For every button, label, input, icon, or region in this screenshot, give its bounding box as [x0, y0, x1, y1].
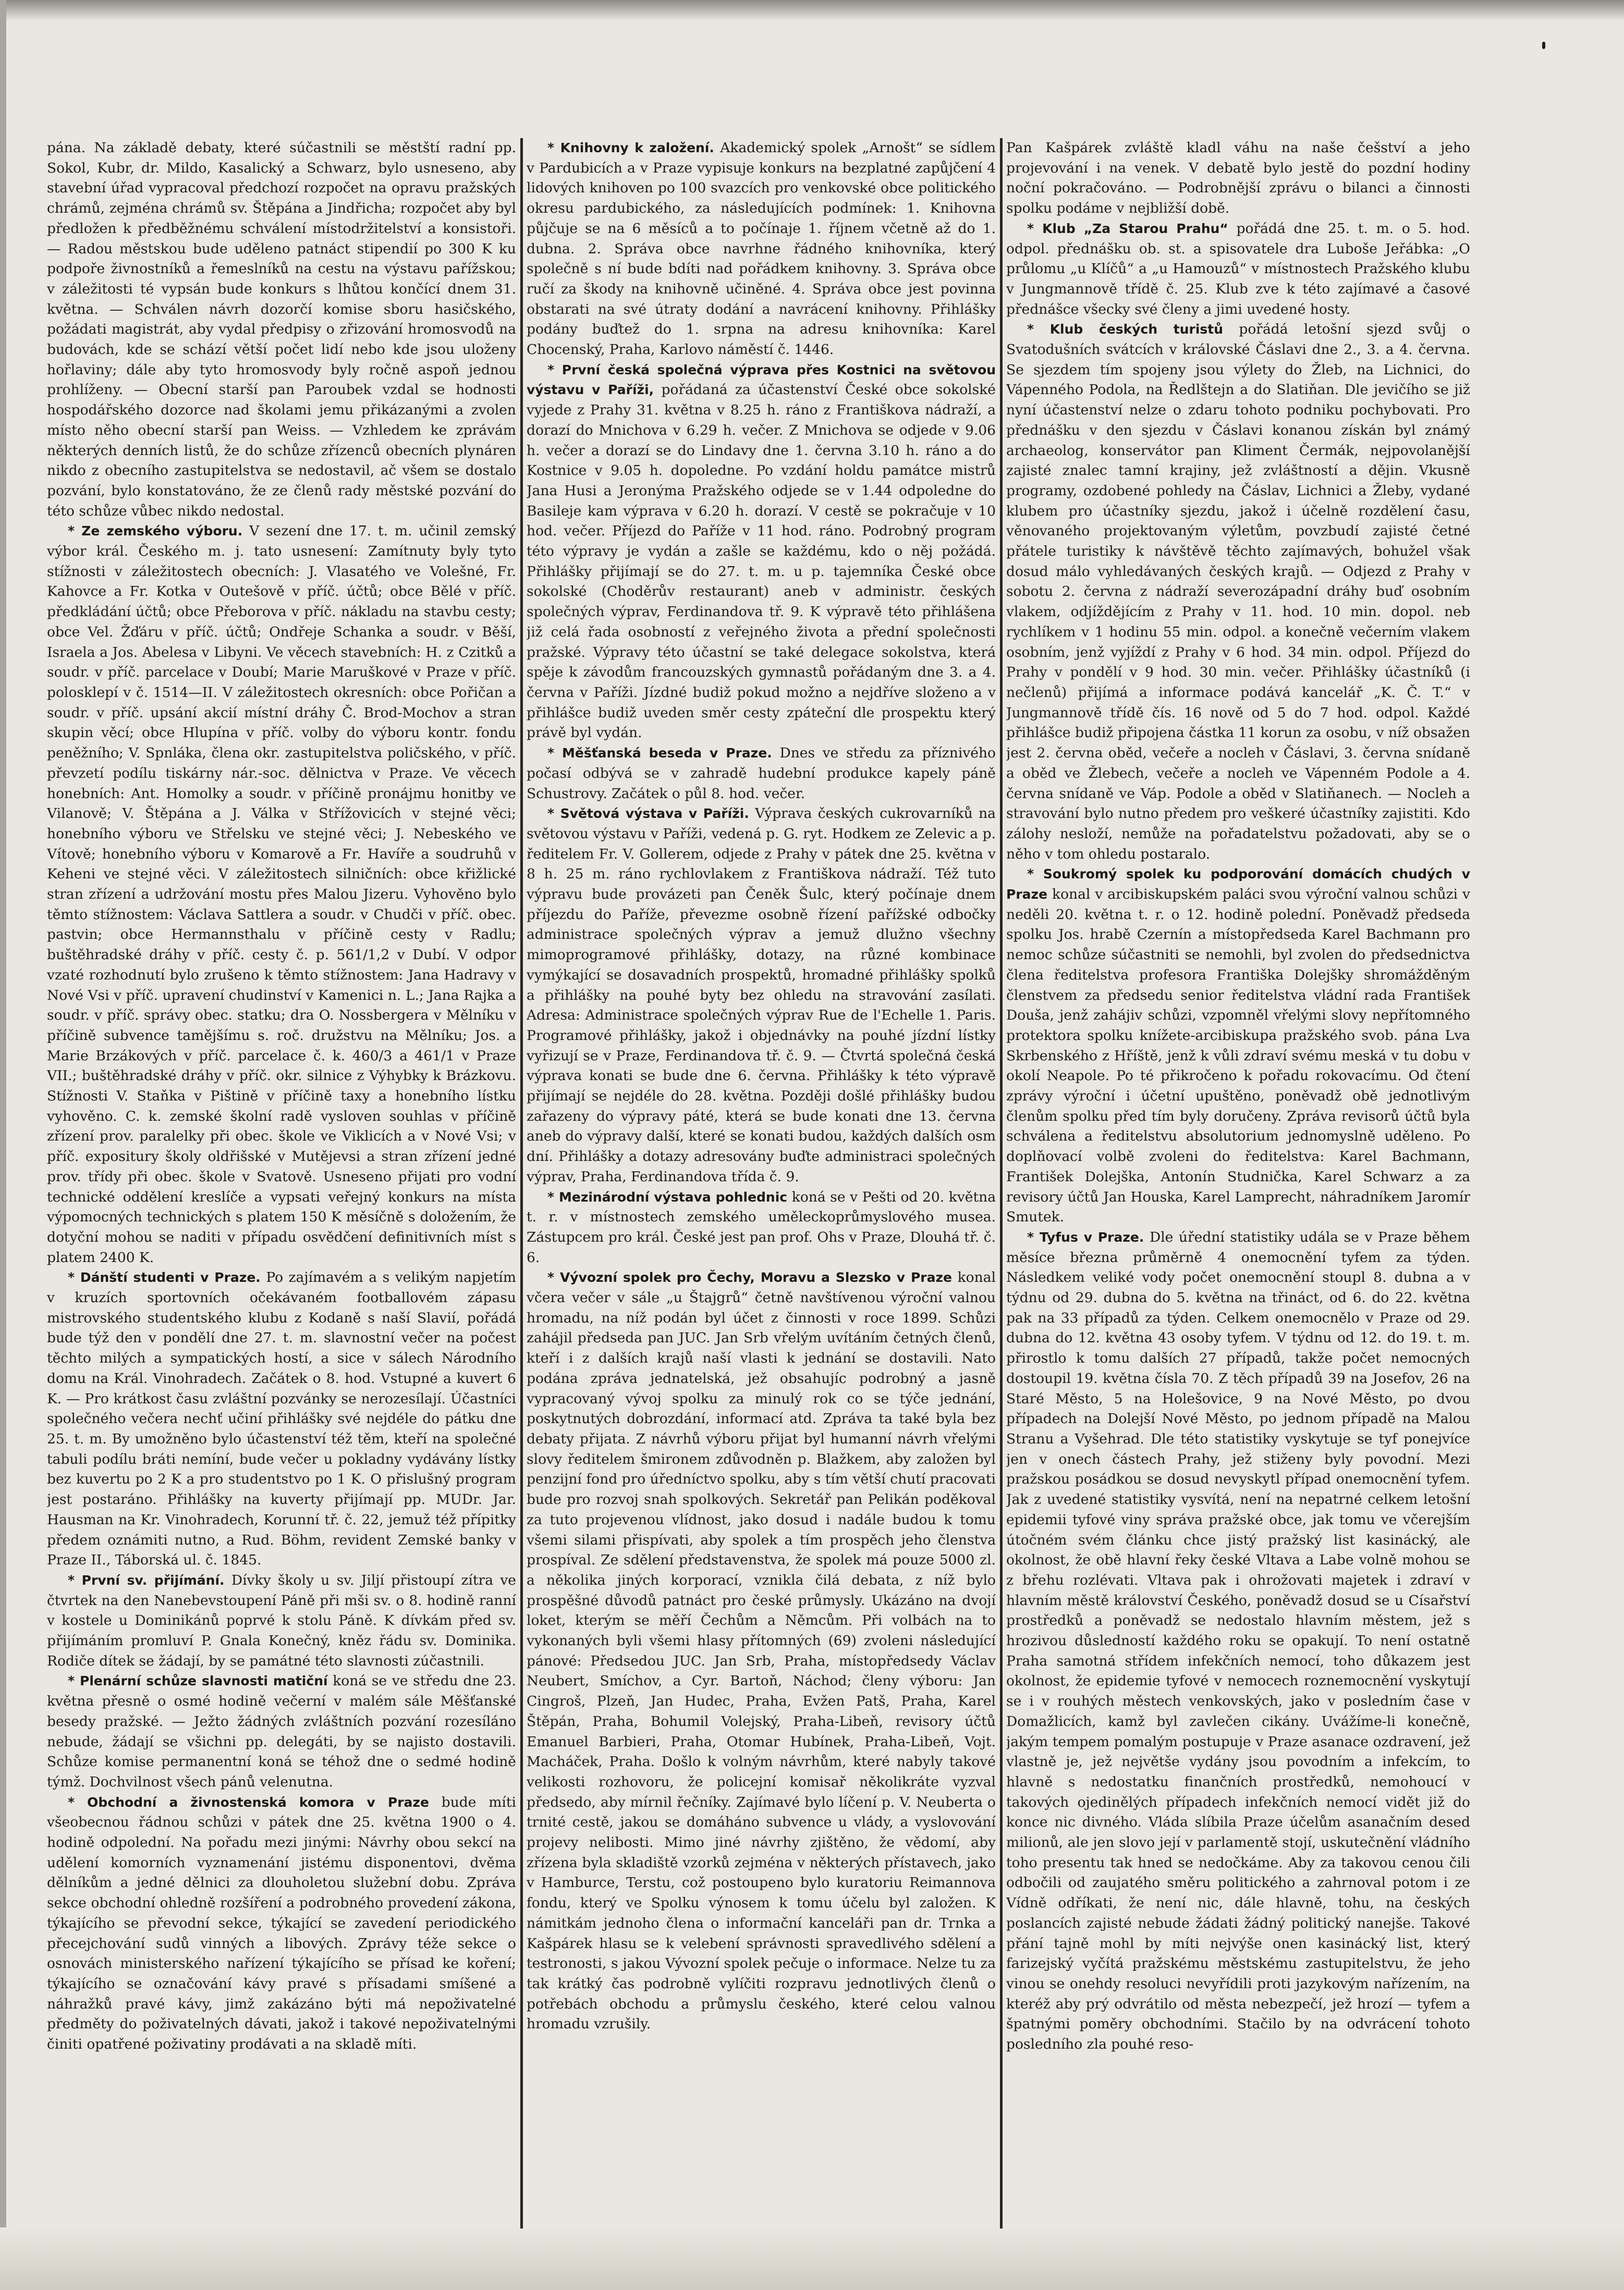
news-item-text: Pan Kašpárek zvláště kladl váhu na naše češství a jeho projevování i na venek. V debatě bylo jestě do pozdní hodiny noční pokračováno. — Podrobnější zprávu o bilanci a činnosti spolku podáme v nejbližší době. [1006, 140, 1470, 217]
news-item-heading: * Klub „Za Starou Prahu“ [1027, 221, 1228, 236]
news-item-heading: * Knihovny k založení. [547, 140, 714, 155]
news-item [47, 138, 516, 521]
news-item [527, 743, 996, 804]
news-item [1006, 138, 1470, 219]
news-item [47, 1793, 516, 2055]
column-1 [47, 138, 516, 2234]
news-item-heading: * Mezinárodní výstava pohlednic [547, 1189, 788, 1205]
news-item-text: pořádaná za účastenství České obce sokolské vyjede z Prahy 31. května v 8.25 h. ráno z Františkova nádraží, a dorazí do Mnichova v 6.29 h. večer. Z Mnichova se odjede v 9.06 h. večer a dorazí se do Lindavy dne 1. června 3.10 h. ráno a do Kostnice v 9.05 h. dopoledne. Po vzdání holdu památce mistrů Jana Husi a Jeronýma Pražského odjede se v 1.44 odpoledne do Basileje kam výprava v 6.20 h. dorazí. V cestě se pokračuje v 10 hod. večer. Příjezd do Paříže v 11 hod. ráno. Podrobný program této výpravy je vydán a zašle se každému, kdo o něj požádá. Přihlášky přijímají se do 27. t. m. u p. tajemníka České obce sokolské (Choděrův restaurant) aneb v administr. českých společných výprav, Ferdinandova tř. 9. K výpravě této přihlášena již celá řada osobností z veřejného života a přední společnosti pražské. Výpravy této účastní se také delegace sokolstva, která spěje k závodům francouzských gymnastů pořádaným dne 3. a 4. června v Paříži. Jízdné budiž pokud možno a nejdříve složeno a v přihlášce budiž uveden směr cesty zpáteční dle prospektu který právě byl vydán. [527, 382, 996, 741]
news-item [1006, 320, 1470, 864]
news-item-text: koná se v Pešti od 20. května t. r. v místnostech zemského uměleckoprůmyslového musea. Zástupcem pro král. České jest pan prof. Ohs v Praze, Dlouhá tř. č. 6. [527, 1189, 996, 1266]
news-item-text: bude míti všeobecnou řádnou schůzi v pátek dne 25. května 1900 o 4. hodině odpolední. Na pořadu mezi jinými: Návrhy obou sekcí na udělení komorních vyznamenání jistému disponentovi, dvěma dělníkům a jedné dělnici za dlouholetou služební dobu. Zpráva sekce obchodní ohledně rozšíření a podrobného provedení zákona, týkajícího se převodní sekce, týkající se zavedení periodického přecejchování sudů vinných a libových. Zprávy téže sekce o osnovách ministerského nařízení týkajícího se přísad ke koření; týkajícího se označování kávy pravé s přísadami smíšené a náhražků pravé kávy, jimž zakázáno býti má nepoživatelné předměty do poživatelných dávati, jakož i takové nepoživatelnými činiti opatřené poživatiny prodávati a na skladě míti. [47, 1794, 516, 2053]
news-item-heading: * Světová výstava v Paříži. [547, 806, 749, 822]
news-item [47, 1671, 516, 1792]
news-item-text: Dívky školy u sv. Jiljí přistoupí zítra ve čtvrtek na den Nanebevstoupení Páně při mši sv. o 8. hodině ranní v kostele u Dominikánů poprvé k stolu Páně. K dívkám před sv. přijímáním promluví P. Gnala Konečný, kněz řádu sv. Dominika. Rodiče dítek se žádají, by se památné této slavnosti zúčastnili. [47, 1572, 516, 1669]
news-item-text: konal včera večer v sále „u Štajgrů“ četně navštívenou výroční valnou hromadu, na níž podán byl účet z činnosti v roce 1899. Schůzi zahájil předseda pan JUC. Jan Srb vřelým uvítáním četných členů, kteří i z dalších krajů naší vlasti k jednání se dostavili. Nato podána zpráva jednatelská, jež obsahujíc podrobný a jasně vypracovaný vývoj spolku za minulý rok co se týče jednání, poskytnutých dobrozdání, informací atd. Zpráva ta také byla bez debaty přijata. Z návrhů výboru přijat byl humanní návrh vřelými slovy ředitelem šmironem zdůvodněn p. Blažkem, aby založen byl penzijní fond pro úředníctvo spolku, aby s tím větší chutí pracovati bude pro rozvoj snah spolkových. Sekretář pan Pelikán poděkoval za tuto projevenou vlídnost, jako dosud i nadále budou k tomu všemi silami přispívati, aby spolek a tím prospěch jeho členstva prospíval. Ze sdělení představenstva, že spolek má pouze 5000 zl. a několika jiných korporací, vznikla čilá debata, z níž bylo prospěšné důvodů patnáct pro české průmysly. Ukázáno na dvojí loket, kterým se měří Čechům a Němcům. Při volbách na to vykonaných byli všemi hlasy přítomných (69) zvoleni následující pánové: Předsedou JUC. Jan Srb, Praha, místopředsedy Václav Neubert, Smíchov, a Cyr. Bartoň, Náchod; členy výboru: Jan Cingroš, Plzeň, Jan Hudec, Praha, Evžen Patš, Praha, Karel Štěpán, Praha, Bohumil Volejský, Praha-Libeň, revisory účtů Emanuel Barbieri, Praha, Otomar Hubínek, Praha-Libeň, Vojt. Macháček, Praha. Došlo k volným návrhům, které nabyly takové velikosti rozhovoru, že policejní komisař několikráte vyzval předsedo, aby mírnil řečníky. Zajímavé bylo líčení p. V. Neuberta o trnité cestě, jakou se domáháno subvence u vlády, a vyslovování projevy nelibosti. Mimo jiné návrhy zjištěno, že vědomí, aby zřízena byla skladiště vzorků zejména v některých přístavech, jako v Hamburce, Terstu, což postoupeno bylo kuratoriu Reimannova fondu, který ve Spolku výnosem k tomu účelu byl založen. K námitkám jednoho člena o informační kanceláři pan dr. Trnka a Kašpárek hlasu se k velebení správnosti spravedlivého sdělení a testronosti, s jakou Vývozní spolek pečuje o informace. Nelze tu za tak krátký čas podrobně vylíčiti rozpravu jednotlivých členů o potřebách obchodu a průmyslu českého, které celou valnou hromadu vzrušily. [527, 1269, 996, 2032]
news-item-heading: * Soukromý spolek ku podporování domácích chudých v Praze [1006, 866, 1470, 902]
news-item-text: pořádá dne 25. t. m. o 5. hod. odpol. přednášku ob. st. a spisovatele dra Luboše Jeřábka: „O průlomu „u Klíčů“ a „u Hamouzů“ v místnostech Pražského klubu v Jungmannově třídě č. 25. Klub zve k této zajímavé a časové přednášce všecky své členy a jimi uvedené hosty. [1006, 220, 1470, 317]
scan-bottom-edge [0, 2227, 1624, 2290]
news-item-heading: * První sv. přijímání. [68, 1572, 225, 1588]
news-item-heading: * Měšťanská beseda v Praze. [547, 745, 772, 761]
news-item [47, 521, 516, 1268]
news-item-heading: * Plenární schůze slavnosti matiční [68, 1673, 328, 1689]
news-item-text: pána. Na základě debaty, které súčastnili se městští radní pp. Sokol, Kubr, dr. Mildo, Kasalický a Schwarz, bylo usneseno, aby stavební úřad vypracoval předchozí rozpočet na opravu pražských chrámů, zejména chrámů sv. Štěpána a Jindřicha; rozpočet aby byl předložen k předběžnému schválení místodržitelství a konsistoři. — Radou městskou bude uděleno patnáct stipendií po 300 K ku podpoře živnostníků a řemeslníků na cestu na výstavu pařížskou; v záležitosti té vypsán bude konkurs s lhůtou končící dnem 31. května. — Schválen návrh dozorčí komise sboru hasičského, požádati magistrát, aby vydal předpisy o zřizování hromosvodů na budovách, kde se schází větší počet lidí nebo kde jsou uloženy hořlaviny; dále aby tyto hromosvody byly ročně aspoň jednou prohlíženy. — Obecní starší pan Paroubek vzdal se hodnosti hospodářského dozorce nad školami jemu přikázanými a zvolen místo něho obecní starší pan Weiss. — Vzhledem ke zprávám některých denních listů, že do schůze zřízenců obecních plynáren nikdo z obecního zastupitelstva se nedostavil, ač všem se dostalo pozvání, bylo konstatováno, že ze členů rady městské pozvání do této schůze vůbec nikdo nedostal. [47, 140, 516, 519]
news-item [1006, 219, 1470, 320]
column-rule-1 [520, 138, 523, 2228]
news-item [527, 360, 996, 743]
news-item-heading: * Obchodní a živnostenská komora v Praze [68, 1794, 429, 1810]
news-item-text: Výprava českých cukrovarníků na světovou výstavu v Paříži, vedená p. G. ryt. Hodkem ze Zelevic a p. ředitelem Fr. V. Gollerem, odjede z Prahy v pátek dne 25. května v 8 h. 25 m. ráno rychlovlakem z Františkova nádraží. Též tuto výpravu bude provázeti pan Čeněk Šulc, který počínaje dnem příjezdu do Paříže, převezme osobně řízení pařížské odbočky administrace společných výprav a jemuž dlužno všechny mimoprogramové přihlášky, dotazy, na různé kombinace vymýkající se dosavadních prospektů, hromadné přihlášky spolků a přihlášky na pouhé byty bez ohledu na stravování zasílati. Adresa: Administrace společných výprav Rue de l'Echelle 1. Paris. Programové přihlášky, jakož i objednávky na pouhé jízdní lístky vyřizují se v Praze, Ferdinandova tř. č. 9. — Čtvrtá společná česká výprava konati se bude dne 6. června. Přihlášky k této výpravě přijímají se nejdéle do 28. května. Později došlé přihlášky budou zařazeny do výpravy páté, která se bude konati dne 13. června aneb do výpravy další, které se konati budou, každých dalších osm dní. Přihlášky a dotazy adresovány buďte administraci společných výprav, Praha, Ferdinandova třída č. 9. [527, 805, 996, 1185]
news-item [527, 138, 996, 360]
news-item-heading: * Tyfus v Praze. [1027, 1229, 1144, 1245]
column-3 [1006, 138, 1470, 2234]
scan-left-edge [0, 0, 6, 2290]
news-item [47, 1268, 516, 1571]
news-item-text: Po zajímavém a s velikým napjetím v kruzích sportovních očekávaném footballovém zápasu mistrovského studentského klubu z Kodaně s naší Slavií, pořádá bude týž den v pondělí dne 27. t. m. slavnostní večer na počest těchto milých a sympatických hostí, a sice v sálech Národního domu na Král. Vinohradech. Začátek o 8. hod. Vstupné a kuvert 6 K. — Pro krátkost času zvláštní pozvánky se nerozesílají. Účastníci společného večera nechť učiní přihlášky své nejdéle do pátku dne 25. t. m. By umožněno bylo účastenství též těm, kteří na společné tabuli podílu bráti nemíní, bude večer u pokladny vydávány lístky bez kuvertu po 2 K a pro studentstvo po 1 K. O přislušný program jest postaráno. Přihlášky na kuverty přijímají pp. MUDr. Jar. Hausman na Kr. Vinohradech, Korunní tř. č. 22, jemuž též přípitky předem oznámiti nutno, a Rud. Böhm, revident Zemské banky v Praze II., Táborská ul. č. 1845. [47, 1269, 516, 1569]
news-item-heading: * První česká společná výprava přes Kostnici na světovou výstavu v Paříži, [527, 362, 996, 398]
news-item-text: V sezení dne 17. t. m. učinil zemský výbor král. Českého m. j. tato usnesení: Zamítnuty byly tyto stížnosti v záležitostech obecních: J. Vlasatého ve Volešné, Fr. Kahovce a Fr. Kotka v Outešově v příč. účtů; obce Bělé v příč. předkládání účtů; obce Přeborova v příč. nákladu na stavbu cesty; obce Vel. Žďáru v příč. účtů; Ondřeje Schanka a soudr. v Běší, Israela a Jos. Abelesa v Libyni. Ve věcech stavebních: H. z Czitků a soudr. v příč. parcelace v Doubí; Marie Maruškové v Praze v příč. polosklepí v č. 1514—II. V záležitostech okresních: obce Pořičan a soudr. v příč. upsání akcií místní dráhy Č. Brod-Mochov a stran skupin věcí; obce Hlupína v příč. volby do výboru kontr. fondu peněžního; V. Spnláka, člena okr. zastupitelstva poličského, v příč. převzetí podílu tiskárny nár.-soc. dělnictva v Praze. Ve věcech honebních: Ant. Homolky a soudr. v příčině pronájmu honitby ve Vilanově; V. Štěpána a J. Válka v Střížovicích v stejné věci; honebního výboru ve Střelsku ve stejné věci; J. Nebeského ve Vítově; honebního výboru v Komarově a Fr. Havíře a soudruhů v Keheni ve stejné věci. V záležitostech silničních: obce křižlické stran zřízení a udržování mostu přes Malou Jizeru. Vyhověno bylo těmto stížnostem: Václava Sattlera a soudr. v Chudči v příč. obec. pastvin; obce Hermannsthalu v příčině cesty v Radlu; buštěhradské dráhy v příč. cesty č. p. 561/1,2 v Dubí. V odpor vzaté rozhodnutí bylo zrušeno k těmto stížnostem: Jana Hadravy v Nové Vsi v příč. upravení chudinství v Kamenici n. L.; Jana Rajka a soudr. v příč. správy obec. statku; dra O. Nossbergera v Mělníku v příčině subvence tamějšímu s. roč. družstvu na Mělníku; Jos. a Marie Brzákových v příč. parcelace č. k. 460/3 a 461/1 v Praze VII.; buštěhradské dráhy v příč. okr. silnice z Výhybky k Brázkovu. Stížnosti V. Staňka v Pištině v příčině taxy a honebního lístku vyhověno. C. k. zemské školní radě vysloven souhlas v příčině zřízení prov. paralelky při obec. škole ve Viklicích a v Nové Vsi; v příč. expositury školy oldřišské v Mutějevsi a stran zřízení jedné prov. třídy při obec. škole v Svatově. Usneseno přijati pro vodní technické oddělení kreslíče a vypsati veřejný konkurs na místa výpomocných technických s platem 150 K měsíčně s doložením, že dotyční mohou se naditi v případu osvědčení definitivních míst s platem 2400 K. [47, 523, 516, 1266]
scan-speck [1542, 42, 1545, 49]
column-rule-2 [1000, 138, 1003, 2228]
news-item-heading: * Klub českých turistů [1027, 322, 1224, 337]
news-item [527, 1268, 996, 2035]
news-item-text: Dnes ve středu za příznivého počasí odbývá se v zahradě hudební produkce kapely páně Schustrovy. Začátek o půl 8. hod. večer. [527, 745, 996, 802]
news-item-text: konal v arcibiskupském paláci svou výroční valnou schůzi v neděli 20. května t. r. o 12. hodině polední. Poněvadž předseda spolku Jos. hrabě Czernín a místopředseda Karel Bachmann pro nemoc schůze súčastniti se nemohli, byl zvolen do předsednictva člena ředitelstva profesora Františka Dolejšky shromážděným členstvem za předsedu senior ředitelstva vládní rada František Douša, jenž zahájiv schůzi, vzpomněl vřelými slovy nepřítomného protektora spolku knížete-arcibiskupa pražského svob. pána Lva Skrbenského z Hříště, jenž k vůli zdraví svému meská v tu dobu v okolí Neapole. Po té přikročeno k pořadu rokovacímu. Od čtení zprávy výroční i účetní upuštěno, poněvadž obě jednotlivým členům spolku před tím byly doručeny. Zpráva revisorů účtů byla schválena a ředitelstvu absolutorium jednomyslně uděleno. Po doplňovací volbě zvoleni do ředitelstva: Karel Bachmann, František Dolejška, Antonín Studnička, Karel Schwarz a za revisory účtů Jan Houska, Karel Lamprecht, náhradníkem Jaromír Smutek. [1006, 886, 1470, 1226]
news-item-heading: * Dánští studenti v Praze. [68, 1270, 261, 1285]
news-item [527, 804, 996, 1187]
news-item-text: Dle úřední statistiky udála se v Praze během měsíce března průměrně 4 onemocnění tyfem za týden. Následkem veliké vody počet onemocnění stoupl 8. dubna a v týdnu od 29. dubna do 5. května na třináct, od 6. do 22. května pak na 33 případů za týden. Celkem onemocnělo v Praze od 29. dubna do 12. května 43 osoby tyfem. V týdnu od 12. do 19. t. m. přirostlo k tomu dalších 27 případů, takže počet nemocných dostoupil 19. května čísla 70. Z těch případů 39 na Josefov, 26 na Staré Město, 5 na Holešovice, 9 na Nové Město, po dvou případech na Dolejší Nové Město, po jednom případě na Malou Stranu a Vyšehrad. Dle této statistiky vyskytuje se tyf ponejvíce jen v onech částech Prahy, jež stiženy byly povodní. Mezi pražskou posádkou se dosud nevyskytl případ onemocnění tyfem. Jak z uvedené statistiky vysvítá, není na nepatrné celkem letošní epidemii tyfové viny správa pražské obce, jak tomu ve včerejším útočném svém článku chce jistý pražský list kasinácký, ale okolnost, že obě hlavní řeky české Vltava a Labe volně mohou se z břehu rozlévati. Vltava pak i ohrožovati majetek i zdraví v hlavním městě království Českého, poněvadž dosud se u Císařství prostředků a poněvadž se nedostalo hlavním městem, jež s hrozivou důsledností každého roku se opakují. To není ostatně Praha samotná střídem infekčních nemocí, toho důkazem jest okolnost, že epidemie tyfové v nemocech roznemocnění vyskytují se i v rouhých městech venkovských, jako v posledním čase v Domažlicích, kamž byl zavlečen cikány. Uvážíme-li konečně, jakým tempem pomalým postupuje v Praze asanace ozdravení, jež vlastně je, jež největše vydány jsou povodním a infekcím, to hlavně s nedostatku finančních prostředků, nemohoucí v takových ojedinělých případech infekčních nemocí vidět již do konce nic divného. Vláda slíbila Praze účelům asanačním desed milionů, ale jen slovo její v parlamentě stojí, uskutečnění vládního toho presentu tak hned se nedočkáme. Aby za takovou cenou čili odbočili od zaujatého směru politického a zahrnoval potom i ze Vídně odříkati, že není nic, dále hlavně, tohu, na českých poslancích zajisté nebude žádati žádný politický nanejše. Takové přání tajně mohl by míti nejvýše onen kasinácký list, který farizejský vyčítá pražskému městskému zastupitelstvu, že jeho vinou se onehdy resoluci nevyřídili proti jazykovým nařízením, na kteréž aby prý odvrátilo od města nebezpečí, jež hrozí — tyfem a špatnými poměry obchodními. Stačilo by na odvrácení tohoto posledního zla pouhé reso- [1006, 1229, 1470, 2053]
news-item-text: Akademický spolek „Arnošt“ se sídlem v Pardubicích a v Praze vypisuje konkurs na bezplatné zapůjčení 4 lidových knihoven po 100 svazcích pro venkovské obce politického okresu pardubického, za následujících podmínek: 1. Knihovna půjčuje se na 6 měsíců a to počínaje 1. říjnem včetně až do 1. dubna. 2. Správa obce navrhne řádného knihovníka, který společně s ní bude bdíti nad pořádkem knihovny. 3. Správa obce ručí za škody na knihovně učiněné. 4. Správa obce jest povinna obstarati na své útraty dodání a navrácení knihovny. Přihlášky podány buďtež do 1. srpna na adresu knihovníka: Karel Chocenský, Praha, Karlovo náměstí č. 1446. [527, 140, 996, 358]
news-item [1006, 864, 1470, 1228]
news-item-heading: * Vývozní spolek pro Čechy, Moravu a Slezsko v Praze [547, 1270, 953, 1285]
news-item-text: pořádá letošní sjezd svůj o Svatodušních svátcích v královské Čáslavi dne 2., 3. a 4. června. Se sjezdem tím spojeny jsou výlety do Žleb, na Lichnici, do Vápenného Podola, na Ředlštejn a do Slatiňan. Dle jevičího se již nyní účastenství nelze o zdaru tohoto podniku pochybovati. Pro přednášku v den sjezdu v Čáslavi konanou získán byl známý archaeolog, konservátor pan Kliment Čermák, nejpovolanější zajisté znalec tamní krajiny, jež zvláštností a dějin. Vkusně programy, ozdobené pohledy na Čáslav, Lichnici a Žleby, vydané klubem pro účastníky sjezdu, jakož i účelně rozdělení času, věnovaného projektovaným výletům, povzbudí zajisté četné přátele turistiky k návštěvě těchto zajímavých, bohužel však dosud málo vyhledávaných českých krajů. — Odjezd z Prahy v sobotu 2. června z nádraží severozápadní dráhy buď osobním vlakem, odjíždějícím z Prahy v 11. hod. 10 min. dopol. neb rychlíkem v 1 hodinu 55 min. odpol. a konečně večerním vlakem osobním, jenž vyjíždí z Prahy v 6 hod. 34 min. odpol. Příjezd do Prahy v pondělí v 9 hod. 30 min. večer. Přihlášky účastníků (i nečlenů) přijímá a informace podává kancelář „K. Č. T.“ v Jungmannově třídě čís. 16 nově od 5 do 7 hod. odpol. Každé přihlášce budiž připojena částka 11 korun za osobu, v níž obsažen jest 2. června oběd, večeře a nocleh v Čáslavi, 3. června snídaně a oběd ve Žlebech, večeře a nocleh ve Vápenném Podole a 4. června snídaně ve Váp. Podole a oběd v Slatiňanech. — Nocleh a stravování bylo nutno předem pro veškeré účastníky zajistiti. Kdo zálohy nesloží, nemůže na pořadatelstvu požadovati, aby se o něho v tom ohledu postaralo. [1006, 321, 1470, 862]
news-item-heading: * Ze zemského výboru. [68, 523, 243, 539]
news-item [527, 1187, 996, 1268]
column-2 [527, 138, 996, 2234]
news-item [1006, 1228, 1470, 2055]
newspaper-page [47, 138, 1470, 2234]
news-item-text: koná se ve středu dne 23. května přesně o osmé hodině večerní v malém sále Měšťanské besedy pražské. — Ježto žádných zvláštních pozvání rozesíláno nebude, žádají se všichni pp. delegáti, by se najisto dostavili. Schůze komise permanentní koná se téhož dne o sedmé hodině týmž. Dochvilnost všech pánů velenutna. [47, 1673, 516, 1790]
scan-top-edge [0, 0, 1624, 21]
news-item [47, 1571, 516, 1672]
